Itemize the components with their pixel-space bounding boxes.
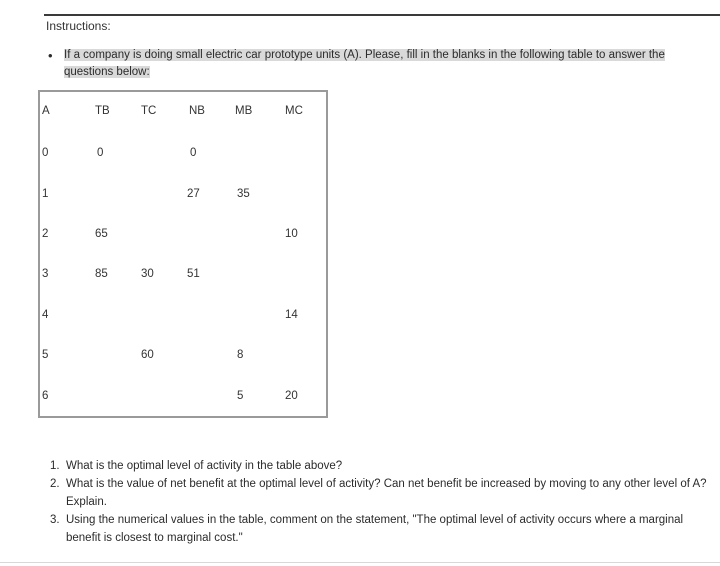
table-cell: 5	[42, 349, 49, 361]
header-tc: TC	[141, 105, 157, 117]
table-cell: 4	[42, 309, 49, 321]
question-text: What is the optimal level of activity in the table above?	[66, 460, 343, 472]
table-cell: 35	[237, 188, 250, 200]
instruction-text: If a company is doing small electric car prototype units (A). Please, fill in the blanks in the following table to answer the questions below:	[64, 49, 665, 78]
table-cell: 0	[42, 147, 49, 159]
table-cell: 20	[285, 390, 298, 402]
table-cell: 65	[95, 228, 108, 240]
table-cell: 5	[237, 390, 244, 402]
question-item	[50, 511, 715, 547]
header-mb: MB	[235, 105, 253, 117]
table-cell: 0	[97, 147, 104, 159]
table-cell: 30	[141, 268, 154, 280]
table-cell: 6	[42, 390, 49, 402]
instructions-heading: Instructions:	[46, 19, 111, 33]
table-cell: 10	[285, 228, 298, 240]
question-number: 2.	[50, 478, 60, 490]
table-cell: 8	[237, 349, 244, 361]
table-cell: 51	[187, 268, 200, 280]
header-mc: MC	[285, 105, 303, 117]
question-number: 3.	[50, 514, 60, 526]
table-cell: 85	[95, 268, 108, 280]
bullet-dot-icon: •	[48, 48, 53, 63]
table-cell: 0	[190, 147, 197, 159]
header-a: A	[42, 105, 50, 117]
header-tb: TB	[95, 105, 110, 117]
table-cell: 60	[141, 349, 154, 361]
data-table	[38, 90, 328, 418]
question-item	[50, 457, 715, 475]
table-cell: 27	[187, 188, 200, 200]
bottom-rule	[0, 562, 720, 563]
table-cell: 1	[42, 188, 49, 200]
question-text: What is the value of net benefit at the optimal level of activity? Can net benefit be increased by moving to any other level of A? Explain.	[66, 478, 707, 508]
question-number: 1.	[50, 460, 60, 472]
top-rule	[44, 14, 720, 16]
question-text: Using the numerical values in the table, comment on the statement, "The optimal level of activity occurs where a marginal benefit is closest to marginal cost."	[66, 514, 684, 544]
question-item	[50, 475, 715, 511]
header-nb: NB	[189, 105, 205, 117]
table-cell: 14	[285, 309, 298, 321]
table-cell: 2	[42, 228, 49, 240]
table-cell: 3	[42, 268, 49, 280]
questions-list	[50, 457, 715, 547]
